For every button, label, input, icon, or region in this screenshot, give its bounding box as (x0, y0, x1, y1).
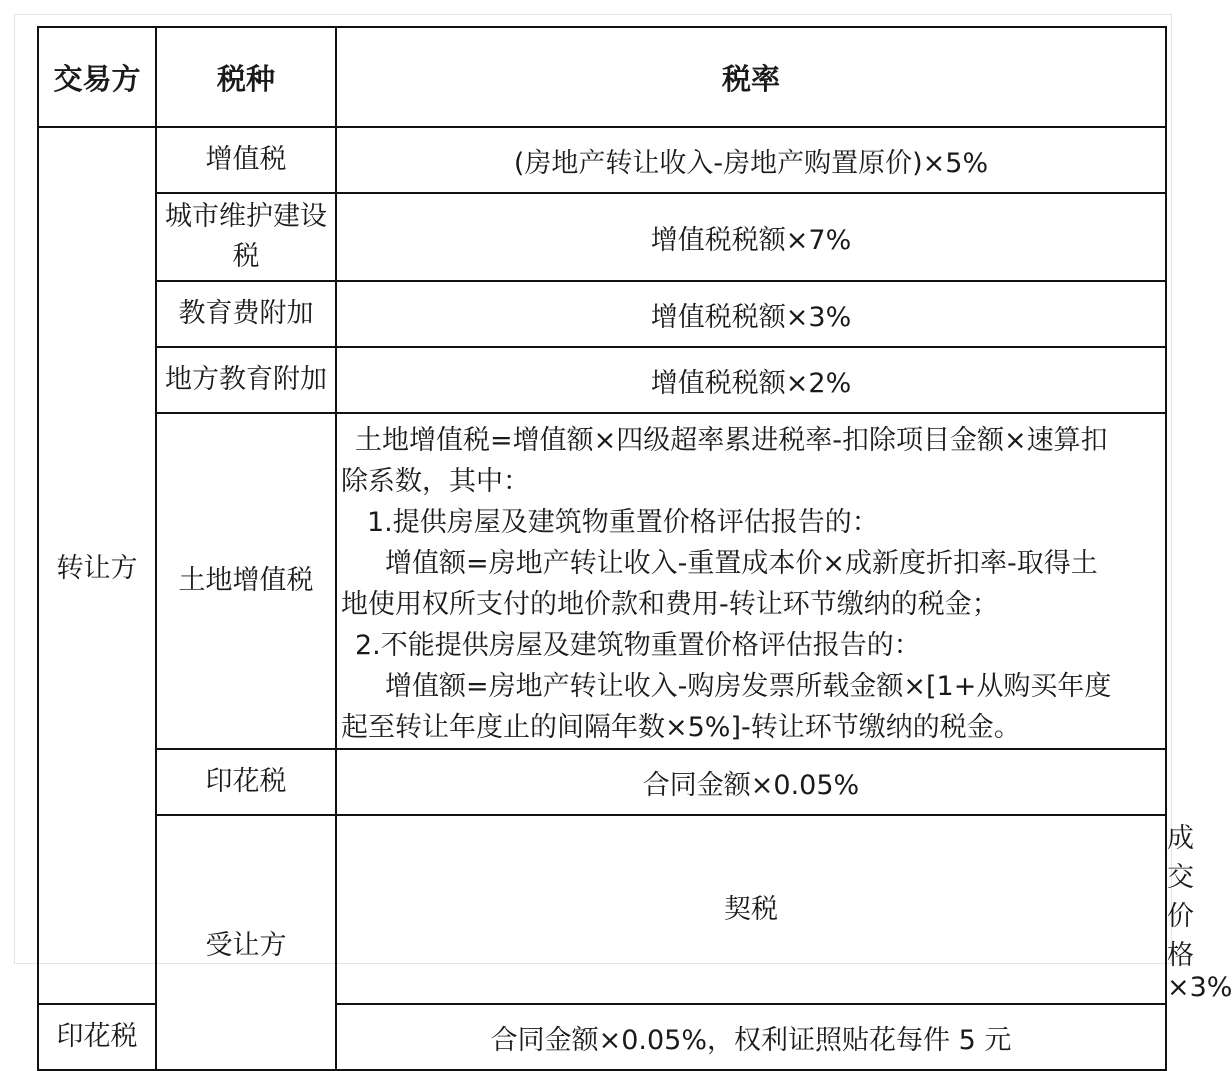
formula-line: 土地增值税=增值额×四级超率累进税率-扣除项目金额×速算扣 (355, 425, 1108, 456)
table-row (38, 281, 1166, 347)
formula-line: 起至转让年度止的间隔年数×5%]-转让环节缴纳的税金。 (341, 712, 1021, 743)
tax-rate: 合同金额×0.05%，权利证照贴花每件 5 元 (336, 1004, 1166, 1070)
tax-name: 印花税 (38, 1004, 156, 1070)
party-transferee: 受让方 (156, 815, 336, 1070)
tax-rate: 合同金额×0.05% (336, 749, 1166, 815)
formula-line: 地使用权所支付的地价款和费用-转让环节缴纳的税金； (341, 589, 999, 620)
tax-rate: 增值税税额×7% (336, 193, 1166, 281)
header-rate: 税率 (336, 27, 1166, 127)
tax-table (37, 26, 1232, 1071)
table-row (38, 193, 1166, 281)
formula-line: 2.不能提供房屋及建筑物重置价格评估报告的： (355, 630, 921, 661)
formula-line: 增值额=房地产转让收入-购房发票所载金额×[1+从购买年度 (385, 671, 1112, 702)
formula-line: 增值额=房地产转让收入-重置成本价×成新度折扣率-取得土 (385, 548, 1098, 579)
tax-name: 城市维护建设税 (156, 193, 336, 281)
tax-rate: 增值税税额×2% (336, 347, 1166, 413)
tax-name: 印花税 (156, 749, 336, 815)
tax-name: 地方教育附加 (156, 347, 336, 413)
header-row (38, 27, 1166, 127)
tax-name: 契税 (336, 815, 1166, 1004)
tax-name: 教育费附加 (156, 281, 336, 347)
tax-name: 增值税 (156, 127, 336, 193)
tax-rate: 增值税税额×3% (336, 281, 1166, 347)
header-party: 交易方 (38, 27, 156, 127)
table-row (38, 749, 1166, 815)
tax-rate: (房地产转让收入-房地产购置原价)×5% (336, 127, 1166, 193)
table-row: 受让方 契税 成交价格×3% (38, 815, 1166, 1004)
table-row (38, 347, 1166, 413)
land-tax-formula (336, 413, 1166, 749)
header-tax-type: 税种 (156, 27, 336, 127)
table-row (38, 413, 1166, 749)
table-row (38, 127, 1166, 193)
formula-line: 除系数，其中： (341, 466, 530, 497)
party-transferor: 转让方 (38, 127, 156, 1004)
formula-line: 1.提供房屋及建筑物重置价格评估报告的： (367, 507, 879, 538)
tax-name: 土地增值税 (156, 413, 336, 749)
